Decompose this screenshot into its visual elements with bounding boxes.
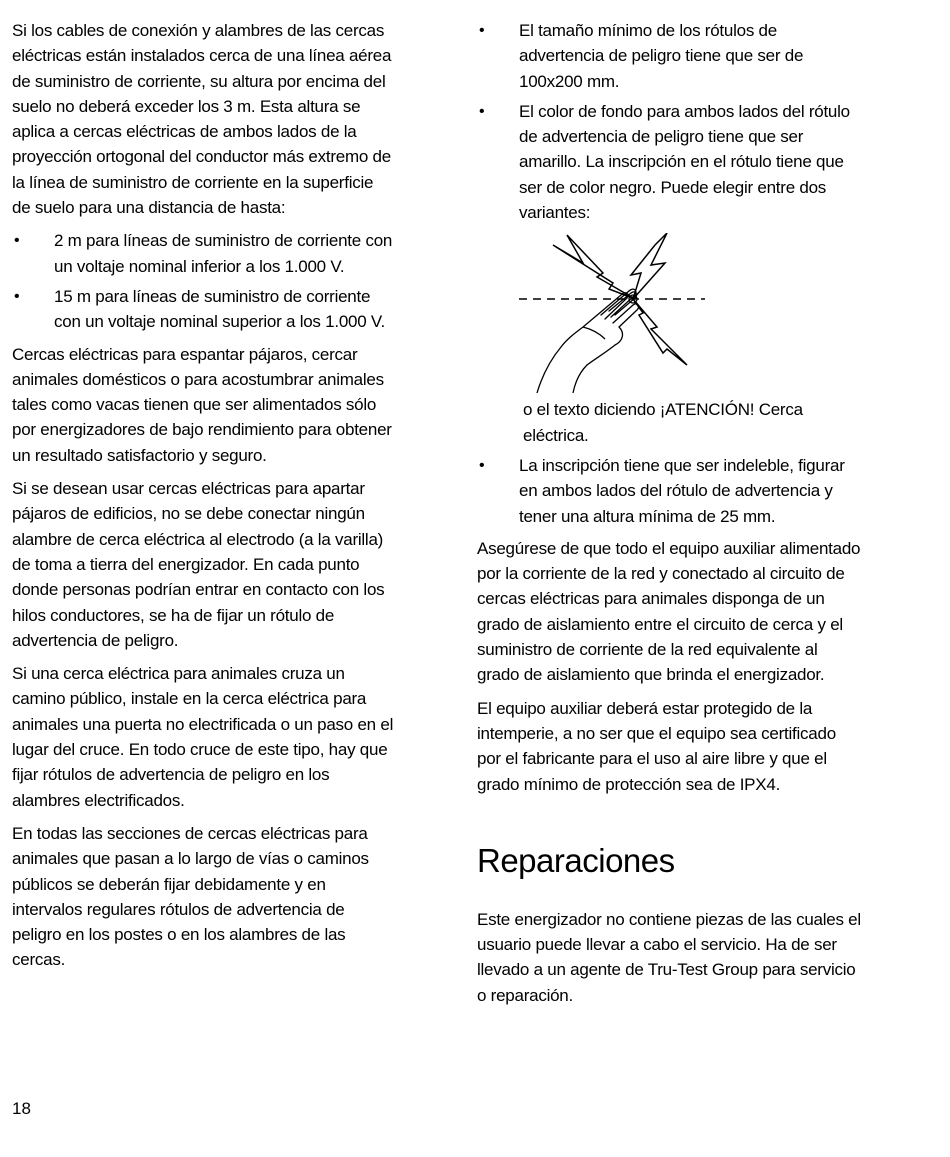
list-item: • La inscripción tiene que ser indeleble, figurar en ambos lados del rótulo de advertencia y tener una altura mínima de 25 mm. [477,453,862,529]
figure-caption: o el texto diciendo ¡ATENCIÓN! Cerca eléctrica. [523,400,803,445]
voltage-distance-list [12,228,394,334]
paragraph-auxiliary-insulation: Asegúrese de que todo el equipo auxiliar alimentado por la corriente de la red y conectado al circuito de cercas eléctricas para animales disponga de un grado de aislamiento entre el circuito de cerca y el suministro de corriente de la red equivalente al grado de aislamiento que brinda el energizador. [477,538,861,685]
paragraph-low-output-energizers: Cercas eléctricas para espantar pájaros, cercar animales domésticos o para acostumbrar animales tales como vacas tienen que ser alimentados sólo por energizadores de bajo rendimiento para obtener un resultado satisfactorio y seguro. [12,344,392,465]
paragraph-bird-fences: Si se desean usar cercas eléctricas para apartar pájaros de edificios, no se debe conectar ningún alambre de cerca eléctrica al electrodo (a la varilla) de toma a tierra del energizador. En cada punto donde personas podrían entrar en contacto con los hilos conductores, se ha de fijar un rótulo de advertencia de peligro. [12,479,385,650]
warning-sign-list [477,18,862,225]
paragraph-overhead-lines: Si los cables de conexión y alambres de las cercas eléctricas están instalados cerca de una línea aérea de suministro de corriente, su altura por encima del suelo no deberá exceder los 3 m. Esta altura se aplica a cercas eléctricas de ambos lados de la proyección ortogonal del conductor más extremo de la línea de suministro de corriente en la superficie de suelo para una distancia de hasta: [12,21,392,218]
paragraph-repairs: Este energizador no contiene piezas de las cuales el usuario puede llevar a cabo el servicio. Ha de ser llevado a un agente de Tru-Test Group para servicio o reparación. [477,909,861,1005]
paragraph-public-path-crossing: Si una cerca eléctrica para animales cruza un camino público, instale en la cerca eléctrica para animales una puerta no electrificada o un paso en el lugar del cruce. En todo cruce de este tipo, hay que fijar rótulos de advertencia de peligro en los alambres electrificados. [12,664,394,810]
paragraph-auxiliary-weather: El equipo auxiliar deberá estar protegido de la intemperie, a no ser que el equipo sea certificado por el fabricante para el uso al aire libre y que el grado mínimo de protección sea de IPX4. [477,698,836,794]
list-item: • 15 m para líneas de suministro de corriente con un voltaje nominal superior a los 1.000 V. [12,284,394,335]
page-number: 18 [12,1099,31,1118]
left-column [12,18,394,981]
paragraph-public-road-sections: En todas las secciones de cercas eléctricas para animales que pasan a lo largo de vías o caminos públicos se deberán fijar debidamente y en intervalos regulares rótulos de advertencia de peligro en los postes o en los alambres de las cercas. [12,823,369,970]
section-heading-repairs: Reparaciones [477,841,675,879]
list-item: • 2 m para líneas de suministro de corriente con un voltaje nominal inferior a los 1.000 V. [12,228,394,279]
list-item: • El tamaño mínimo de los rótulos de advertencia de peligro tiene que ser de 100x200 mm. [477,18,862,94]
electric-fence-hand-warning-icon [517,233,707,393]
right-column [477,18,862,1016]
list-item: • El color de fondo para ambos lados del rótulo de advertencia de peligro tiene que ser amarillo. La inscripción en el rótulo tiene que ser de color negro. Puede elegir entre dos variantes: [477,99,862,225]
inscription-list [477,453,862,529]
